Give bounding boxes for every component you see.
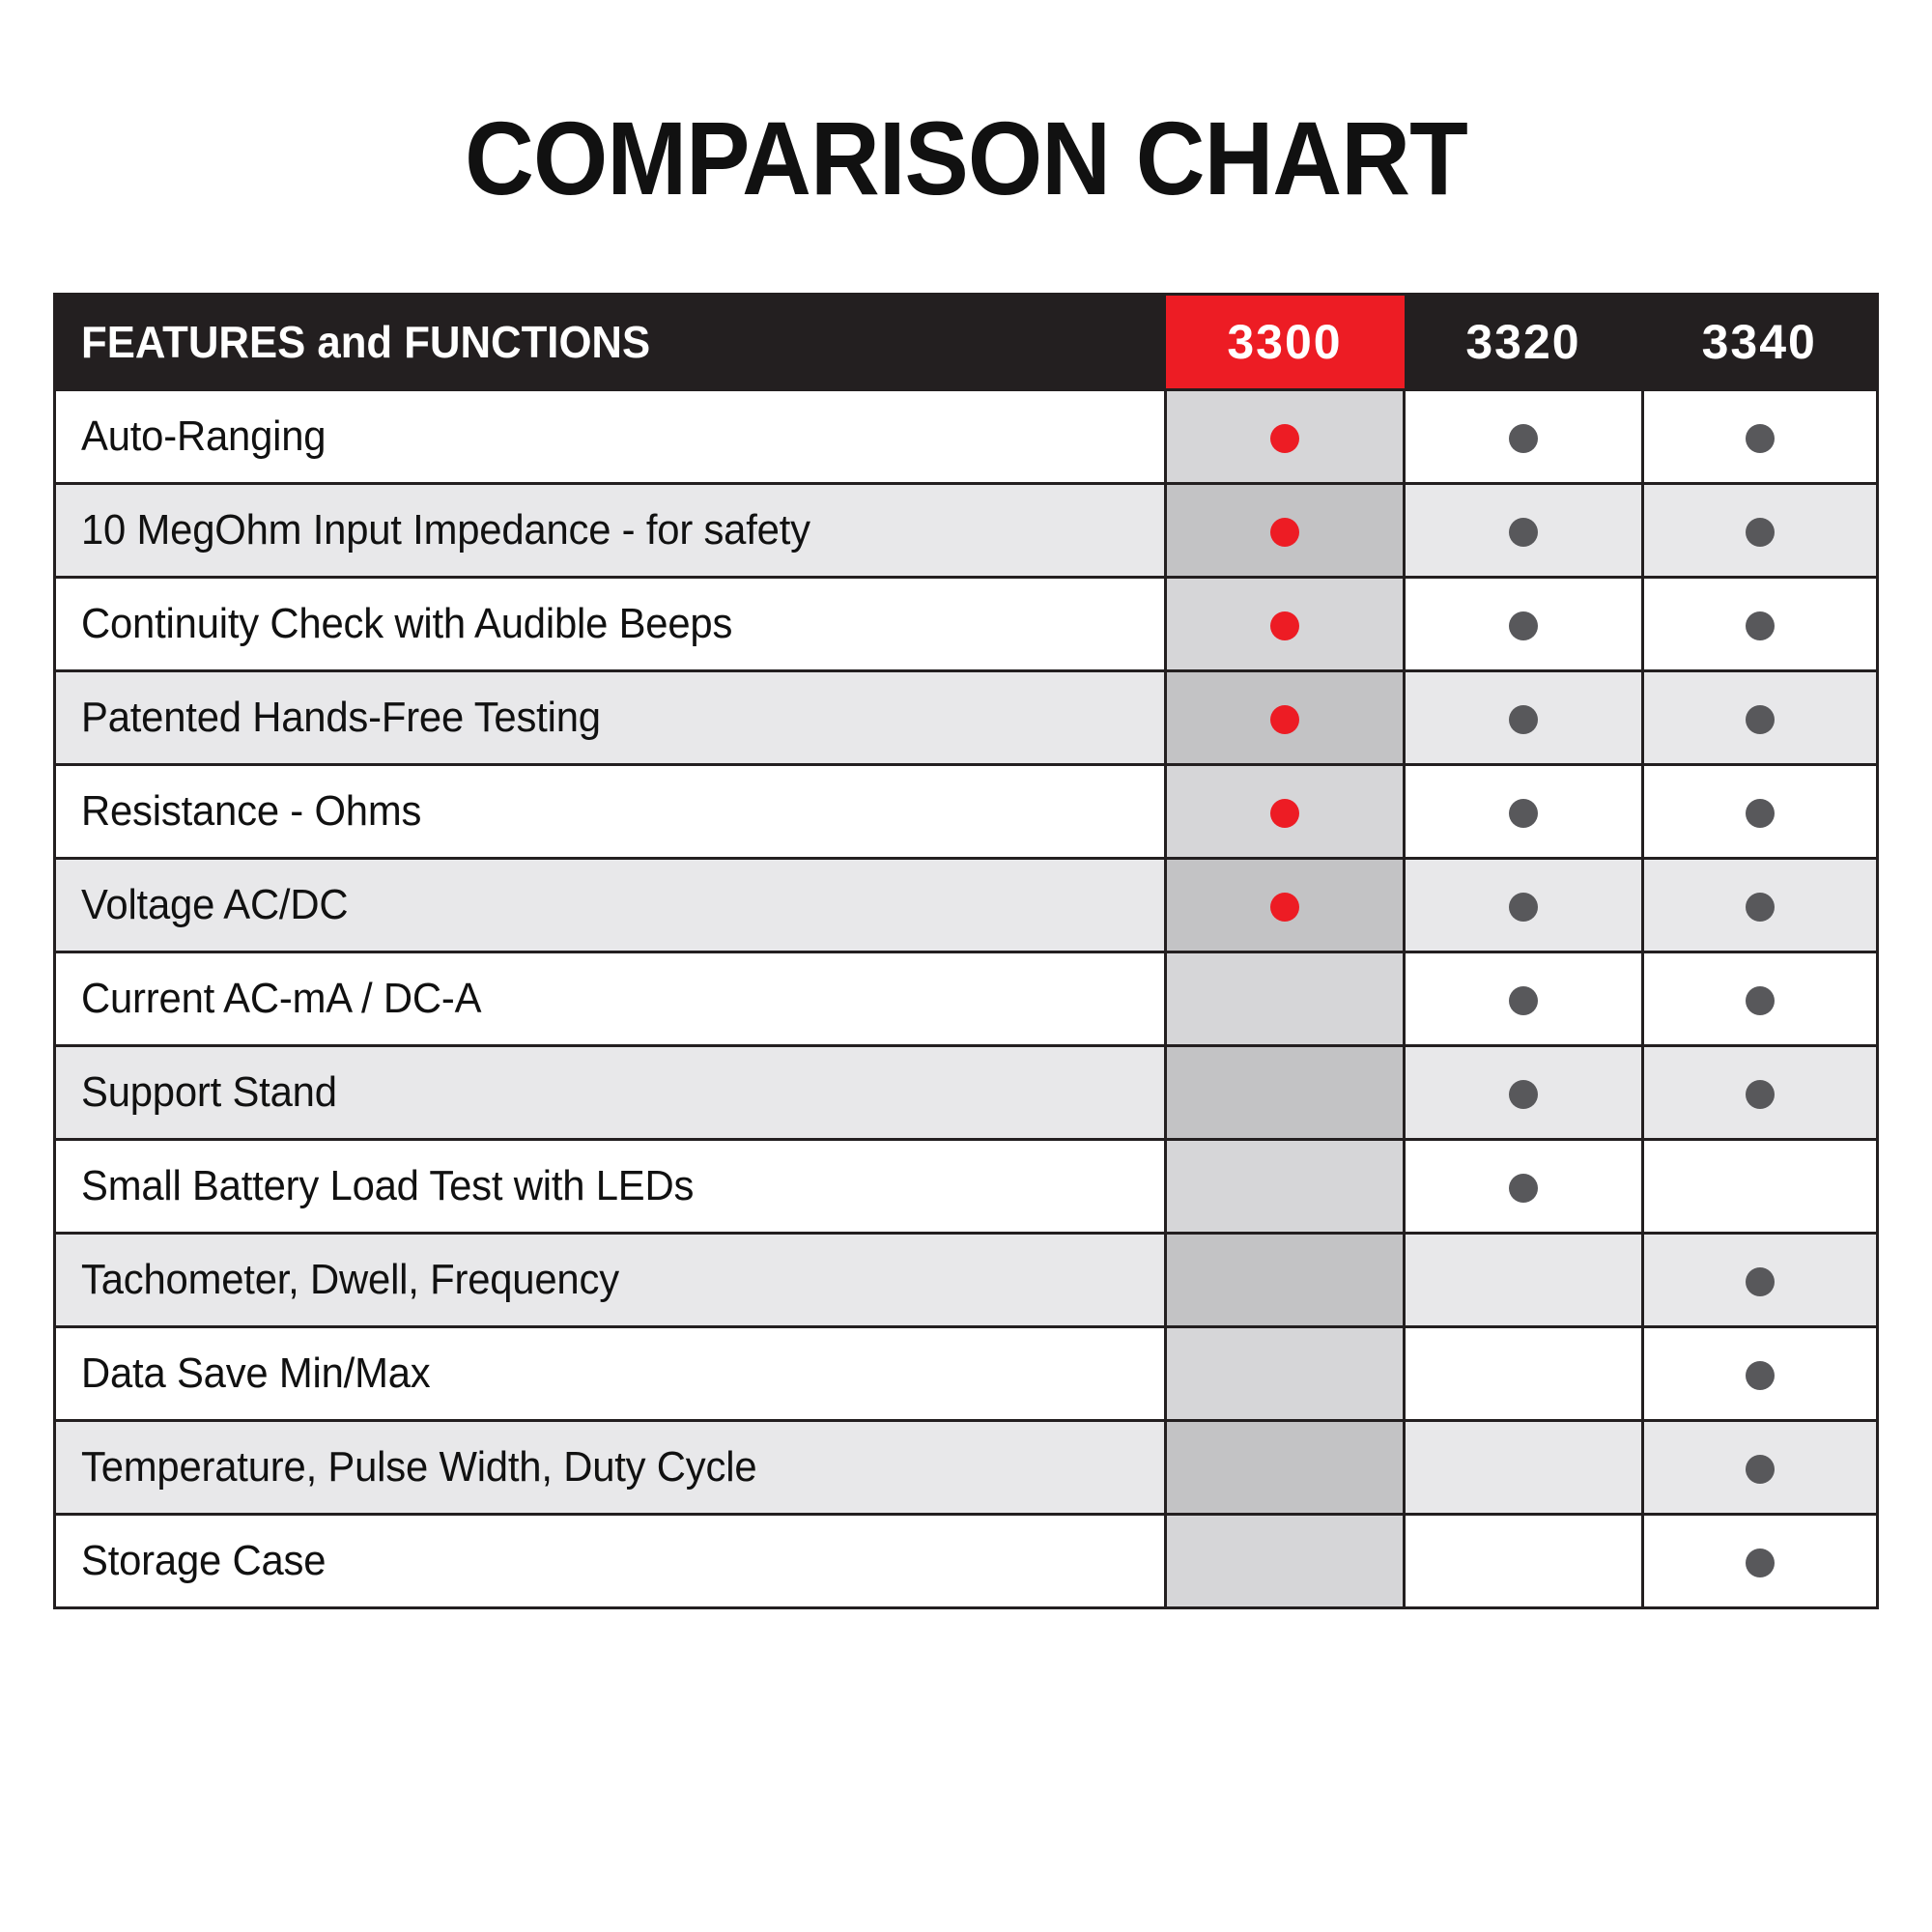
cell-3300 bbox=[1166, 1234, 1405, 1327]
bullet-dot-accent-icon bbox=[1270, 799, 1299, 828]
cell-3340 bbox=[1643, 765, 1878, 859]
column-header-features-label: FEATURES and FUNCTIONS bbox=[81, 317, 651, 367]
table-row bbox=[55, 671, 1878, 765]
bullet-dot-icon bbox=[1509, 1174, 1538, 1203]
cell-3320 bbox=[1405, 952, 1643, 1046]
table-row bbox=[55, 578, 1878, 671]
feature-label: Data Save Min/Max bbox=[81, 1350, 431, 1397]
cell-3300 bbox=[1166, 1327, 1405, 1421]
bullet-dot-icon bbox=[1746, 611, 1775, 640]
table-row bbox=[55, 1140, 1878, 1234]
bullet-dot-accent-icon bbox=[1270, 705, 1299, 734]
feature-label: Voltage AC/DC bbox=[81, 881, 349, 928]
bullet-dot-icon bbox=[1746, 424, 1775, 453]
cell-3320 bbox=[1405, 1327, 1643, 1421]
feature-label-cell bbox=[55, 765, 1166, 859]
cell-3320 bbox=[1405, 1421, 1643, 1515]
page-title: COMPARISON CHART bbox=[465, 99, 1467, 216]
cell-3340 bbox=[1643, 1515, 1878, 1608]
comparison-table bbox=[53, 293, 1879, 1609]
feature-label-cell bbox=[55, 1515, 1166, 1608]
bullet-dot-icon bbox=[1746, 799, 1775, 828]
feature-label-cell bbox=[55, 952, 1166, 1046]
feature-label-cell bbox=[55, 1234, 1166, 1327]
feature-label: Continuity Check with Audible Beeps bbox=[81, 600, 733, 647]
bullet-dot-icon bbox=[1746, 1267, 1775, 1296]
cell-3300 bbox=[1166, 578, 1405, 671]
feature-label-cell bbox=[55, 1140, 1166, 1234]
column-header-3320: 3320 bbox=[1405, 295, 1643, 390]
header-row bbox=[55, 295, 1878, 390]
feature-label: Patented Hands-Free Testing bbox=[81, 694, 601, 741]
table-row bbox=[55, 390, 1878, 484]
cell-3320 bbox=[1405, 859, 1643, 952]
bullet-dot-icon bbox=[1746, 1361, 1775, 1390]
bullet-dot-icon bbox=[1509, 611, 1538, 640]
feature-label: Current AC-mA / DC-A bbox=[81, 975, 482, 1022]
cell-3300 bbox=[1166, 484, 1405, 578]
cell-3320 bbox=[1405, 484, 1643, 578]
comparison-table-wrapper bbox=[53, 293, 1879, 1609]
bullet-dot-icon bbox=[1746, 893, 1775, 922]
table-row bbox=[55, 484, 1878, 578]
cell-3340 bbox=[1643, 484, 1878, 578]
bullet-dot-icon bbox=[1746, 705, 1775, 734]
cell-3300 bbox=[1166, 859, 1405, 952]
bullet-dot-icon bbox=[1509, 518, 1538, 547]
cell-3320 bbox=[1405, 390, 1643, 484]
table-header bbox=[55, 295, 1878, 390]
cell-3300 bbox=[1166, 1046, 1405, 1140]
cell-3340 bbox=[1643, 1234, 1878, 1327]
feature-label: Auto-Ranging bbox=[81, 412, 327, 460]
feature-label-cell bbox=[55, 1327, 1166, 1421]
feature-label: Support Stand bbox=[81, 1068, 337, 1116]
cell-3300 bbox=[1166, 1515, 1405, 1608]
cell-3340 bbox=[1643, 1046, 1878, 1140]
bullet-dot-icon bbox=[1509, 799, 1538, 828]
table-row bbox=[55, 1421, 1878, 1515]
cell-3320 bbox=[1405, 671, 1643, 765]
bullet-dot-icon bbox=[1746, 1455, 1775, 1484]
bullet-dot-icon bbox=[1746, 1548, 1775, 1577]
feature-label-cell bbox=[55, 578, 1166, 671]
feature-label: Resistance - Ohms bbox=[81, 787, 422, 835]
cell-3340 bbox=[1643, 859, 1878, 952]
cell-3320 bbox=[1405, 1515, 1643, 1608]
cell-3300 bbox=[1166, 765, 1405, 859]
cell-3300 bbox=[1166, 952, 1405, 1046]
bullet-dot-icon bbox=[1509, 705, 1538, 734]
cell-3340 bbox=[1643, 1327, 1878, 1421]
column-header-features bbox=[55, 295, 1166, 390]
bullet-dot-icon bbox=[1509, 1080, 1538, 1109]
bullet-dot-accent-icon bbox=[1270, 611, 1299, 640]
cell-3320 bbox=[1405, 578, 1643, 671]
feature-label-cell bbox=[55, 1421, 1166, 1515]
bullet-dot-icon bbox=[1746, 986, 1775, 1015]
bullet-dot-accent-icon bbox=[1270, 893, 1299, 922]
bullet-dot-accent-icon bbox=[1270, 518, 1299, 547]
cell-3340 bbox=[1643, 671, 1878, 765]
bullet-dot-icon bbox=[1509, 424, 1538, 453]
cell-3300 bbox=[1166, 1421, 1405, 1515]
table-row bbox=[55, 1046, 1878, 1140]
table-row bbox=[55, 1234, 1878, 1327]
bullet-dot-icon bbox=[1746, 518, 1775, 547]
bullet-dot-icon bbox=[1509, 893, 1538, 922]
feature-label-cell bbox=[55, 484, 1166, 578]
cell-3300 bbox=[1166, 390, 1405, 484]
feature-label-cell bbox=[55, 859, 1166, 952]
feature-label: 10 MegOhm Input Impedance - for safety bbox=[81, 506, 810, 554]
table-row bbox=[55, 1515, 1878, 1608]
cell-3320 bbox=[1405, 1046, 1643, 1140]
column-header-3300: 3300 bbox=[1166, 295, 1405, 390]
cell-3300 bbox=[1166, 1140, 1405, 1234]
cell-3320 bbox=[1405, 765, 1643, 859]
cell-3340 bbox=[1643, 952, 1878, 1046]
table-row bbox=[55, 1327, 1878, 1421]
column-header-3340: 3340 bbox=[1643, 295, 1878, 390]
feature-label: Tachometer, Dwell, Frequency bbox=[81, 1256, 619, 1303]
cell-3320 bbox=[1405, 1140, 1643, 1234]
table-row bbox=[55, 765, 1878, 859]
feature-label-cell bbox=[55, 671, 1166, 765]
cell-3320 bbox=[1405, 1234, 1643, 1327]
feature-label: Small Battery Load Test with LEDs bbox=[81, 1162, 695, 1209]
feature-label: Temperature, Pulse Width, Duty Cycle bbox=[81, 1443, 757, 1491]
cell-3340 bbox=[1643, 1140, 1878, 1234]
bullet-dot-icon bbox=[1746, 1080, 1775, 1109]
feature-label-cell bbox=[55, 1046, 1166, 1140]
cell-3340 bbox=[1643, 390, 1878, 484]
cell-3300 bbox=[1166, 671, 1405, 765]
cell-3340 bbox=[1643, 1421, 1878, 1515]
table-body bbox=[55, 390, 1878, 1608]
bullet-dot-icon bbox=[1509, 986, 1538, 1015]
feature-label: Storage Case bbox=[81, 1537, 327, 1584]
bullet-dot-accent-icon bbox=[1270, 424, 1299, 453]
table-row bbox=[55, 952, 1878, 1046]
feature-label-cell bbox=[55, 390, 1166, 484]
cell-3340 bbox=[1643, 578, 1878, 671]
table-row bbox=[55, 859, 1878, 952]
